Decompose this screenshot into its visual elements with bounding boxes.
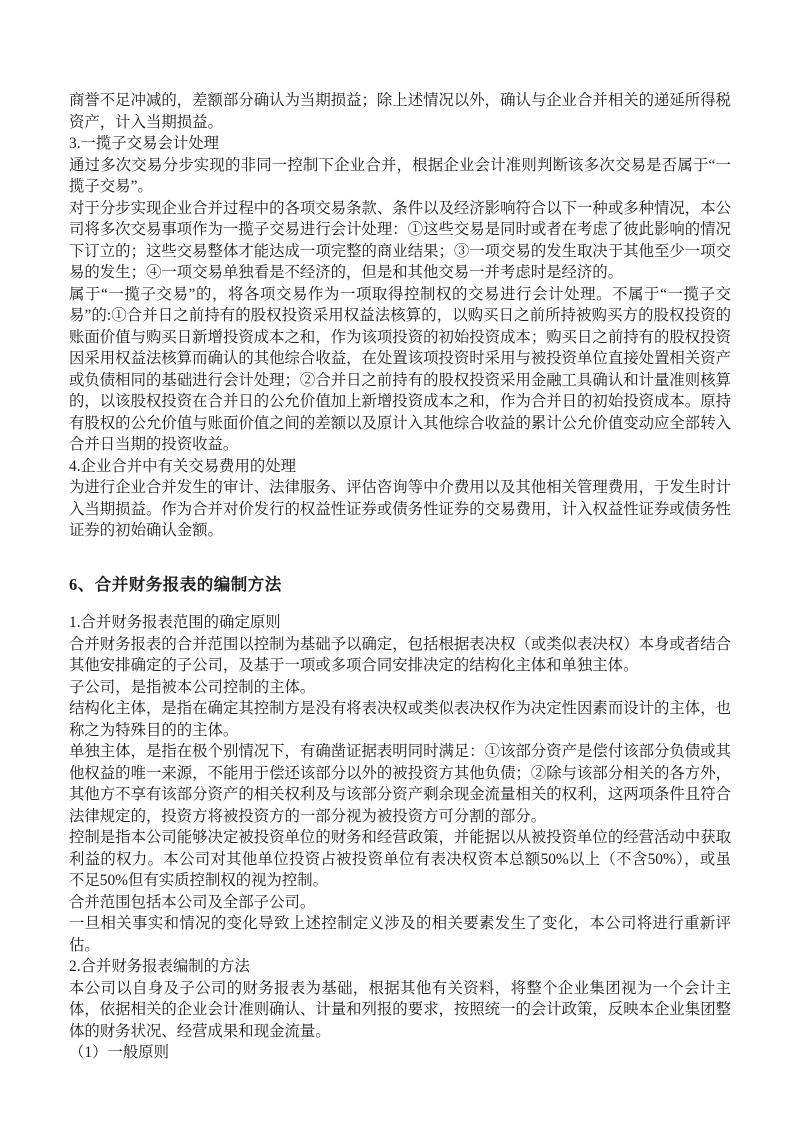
paragraph-preparation-method: 本公司以自身及子公司的财务报表为基础，根据其他有关资料，将整个企业集团视为一个会计主体，依据相关的企业会计准则确认、计量和列报的要求，按照统一的会计政策，反映本企业集团整体的财务状况、经营成果和现金流量。 [69, 979, 731, 1040]
paragraph-scope-principle: 合并财务报表的合并范围以控制为基础予以确定，包括根据表决权（或类似表决权）本身或者结合其他安排确定的子公司，及基于一项或多项合同安排决定的结构化主体和单独主体。 [69, 635, 731, 674]
paragraph-bundle-accounting: 属于“一揽子交易”的，将各项交易作为一项取得控制权的交易进行会计处理。不属于“一揽子交易”的:①合并日之前持有的股权投资采用权益法核算的，以购买日之前所持被购买方的股权投资的账面价值与购买日新增投资成本之和，作为该项投资的初始投资成本；购买日之前持有的股权投资因采用权益法核算而确认的其他综合收益，在处置该项投资时采用与被投资单位直接处置相关资产或负债相同的基础进行会计处理；②合并日之前持有的股权投资采用金融工具确认和计量准则核算的，以该股权投资在合并日的公允价值加上新增投资成本之和，作为合并日的初始投资成本。原持有股权的公允价值与账面价值之间的差额以及原计入其他综合收益的累计公允价值变动应全部转入合并日当期的投资收益。 [69, 285, 731, 453]
paragraph-bundle-conditions: 对于分步实现企业合并过程中的各项交易条款、条件以及经济影响符合以下一种或多种情况，本公司将多次交易事项作为一揽子交易进行会计处理：①这些交易是同时或者在考虑了彼此影响的情况下订立的；这些交易整体才能达成一项完整的商业结果；③一项交易的发生取决于其他至少一项交易的发生；④一项交易单独看是不经济的，但是和其他交易一并考虑时是经济的。 [69, 199, 731, 281]
paragraph-consolidation-scope: 合并范围包括本公司及全部子公司。 [69, 893, 316, 911]
paragraph-preparation-method-title: 2.合并财务报表编制的方法 [69, 958, 250, 975]
paragraph-structured-entity-definition: 结构化主体，是指在确定其控制方是没有将表决权或类似表决权作为决定性因素而设计的主体，也称之为特殊目的的主体。 [69, 700, 731, 739]
paragraph-subsidiary-definition: 子公司，是指被本公司控制的主体。 [69, 678, 316, 696]
paragraph-separate-entity-definition: 单独主体，是指在极个别情况下，有确凿证据表明同时满足：①该部分资产是偿付该部分负债或其他权益的唯一来源，不能用于偿还该部分以外的被投资方其他负债；②除与该部分相关的各方外，其他方不享有该部分资产的相关权利及与该部分资产剩余现金流量相关的权利，这两项条件且符合法律规定的，投资方将被投资方的一部分视为被投资方可分割的部分。 [69, 743, 731, 825]
paragraph-transaction-fees-title: 4.企业合并中有关交易费用的处理 [69, 457, 297, 475]
paragraph-goodwill-shortfall: 商誉不足冲减的，差额部分确认为当期损益；除上述情况以外，确认与企业合并相关的递延所得税资产，计入当期损益。 [69, 92, 731, 131]
paragraph-bundle-transaction-title: 3.一揽子交易会计处理 [69, 135, 220, 152]
paragraph-transaction-fees: 为进行企业合并发生的审计、法律服务、评估咨询等中介费用以及其他相关管理费用，于发生时计入当期损益。作为合并对价发行的权益性证券或债务性证券的交易费用，计入权益性证券或债务性证券的初始确认金额。 [69, 479, 731, 539]
paragraph-reassessment: 一旦相关事实和情况的变化导致上述控制定义涉及的相关要素发生了变化，本公司将进行重新评估。 [69, 915, 731, 954]
document-body [69, 90, 731, 1064]
paragraph-bundle-judgement: 通过多次交易分步实现的非同一控制下企业合并，根据企业会计准则判断该多次交易是否属于“一揽子交易”。 [69, 156, 731, 195]
paragraph-control-definition: 控制是指本公司能够决定被投资单位的财务和经营政策，并能据以从被投资单位的经营活动中获取利益的权力。本公司对其他单位投资占被投资单位有表决权资本总额50%以上（不含50%），或虽不足50%但有实质控制权的视为控制。 [69, 829, 731, 889]
section-heading: 6、合并财务报表的编制方法 [69, 574, 282, 594]
paragraph-general-principle-title: （1）一般原则 [69, 1044, 170, 1061]
paragraph-scope-principle-title: 1.合并财务报表范围的确定原则 [69, 614, 281, 631]
